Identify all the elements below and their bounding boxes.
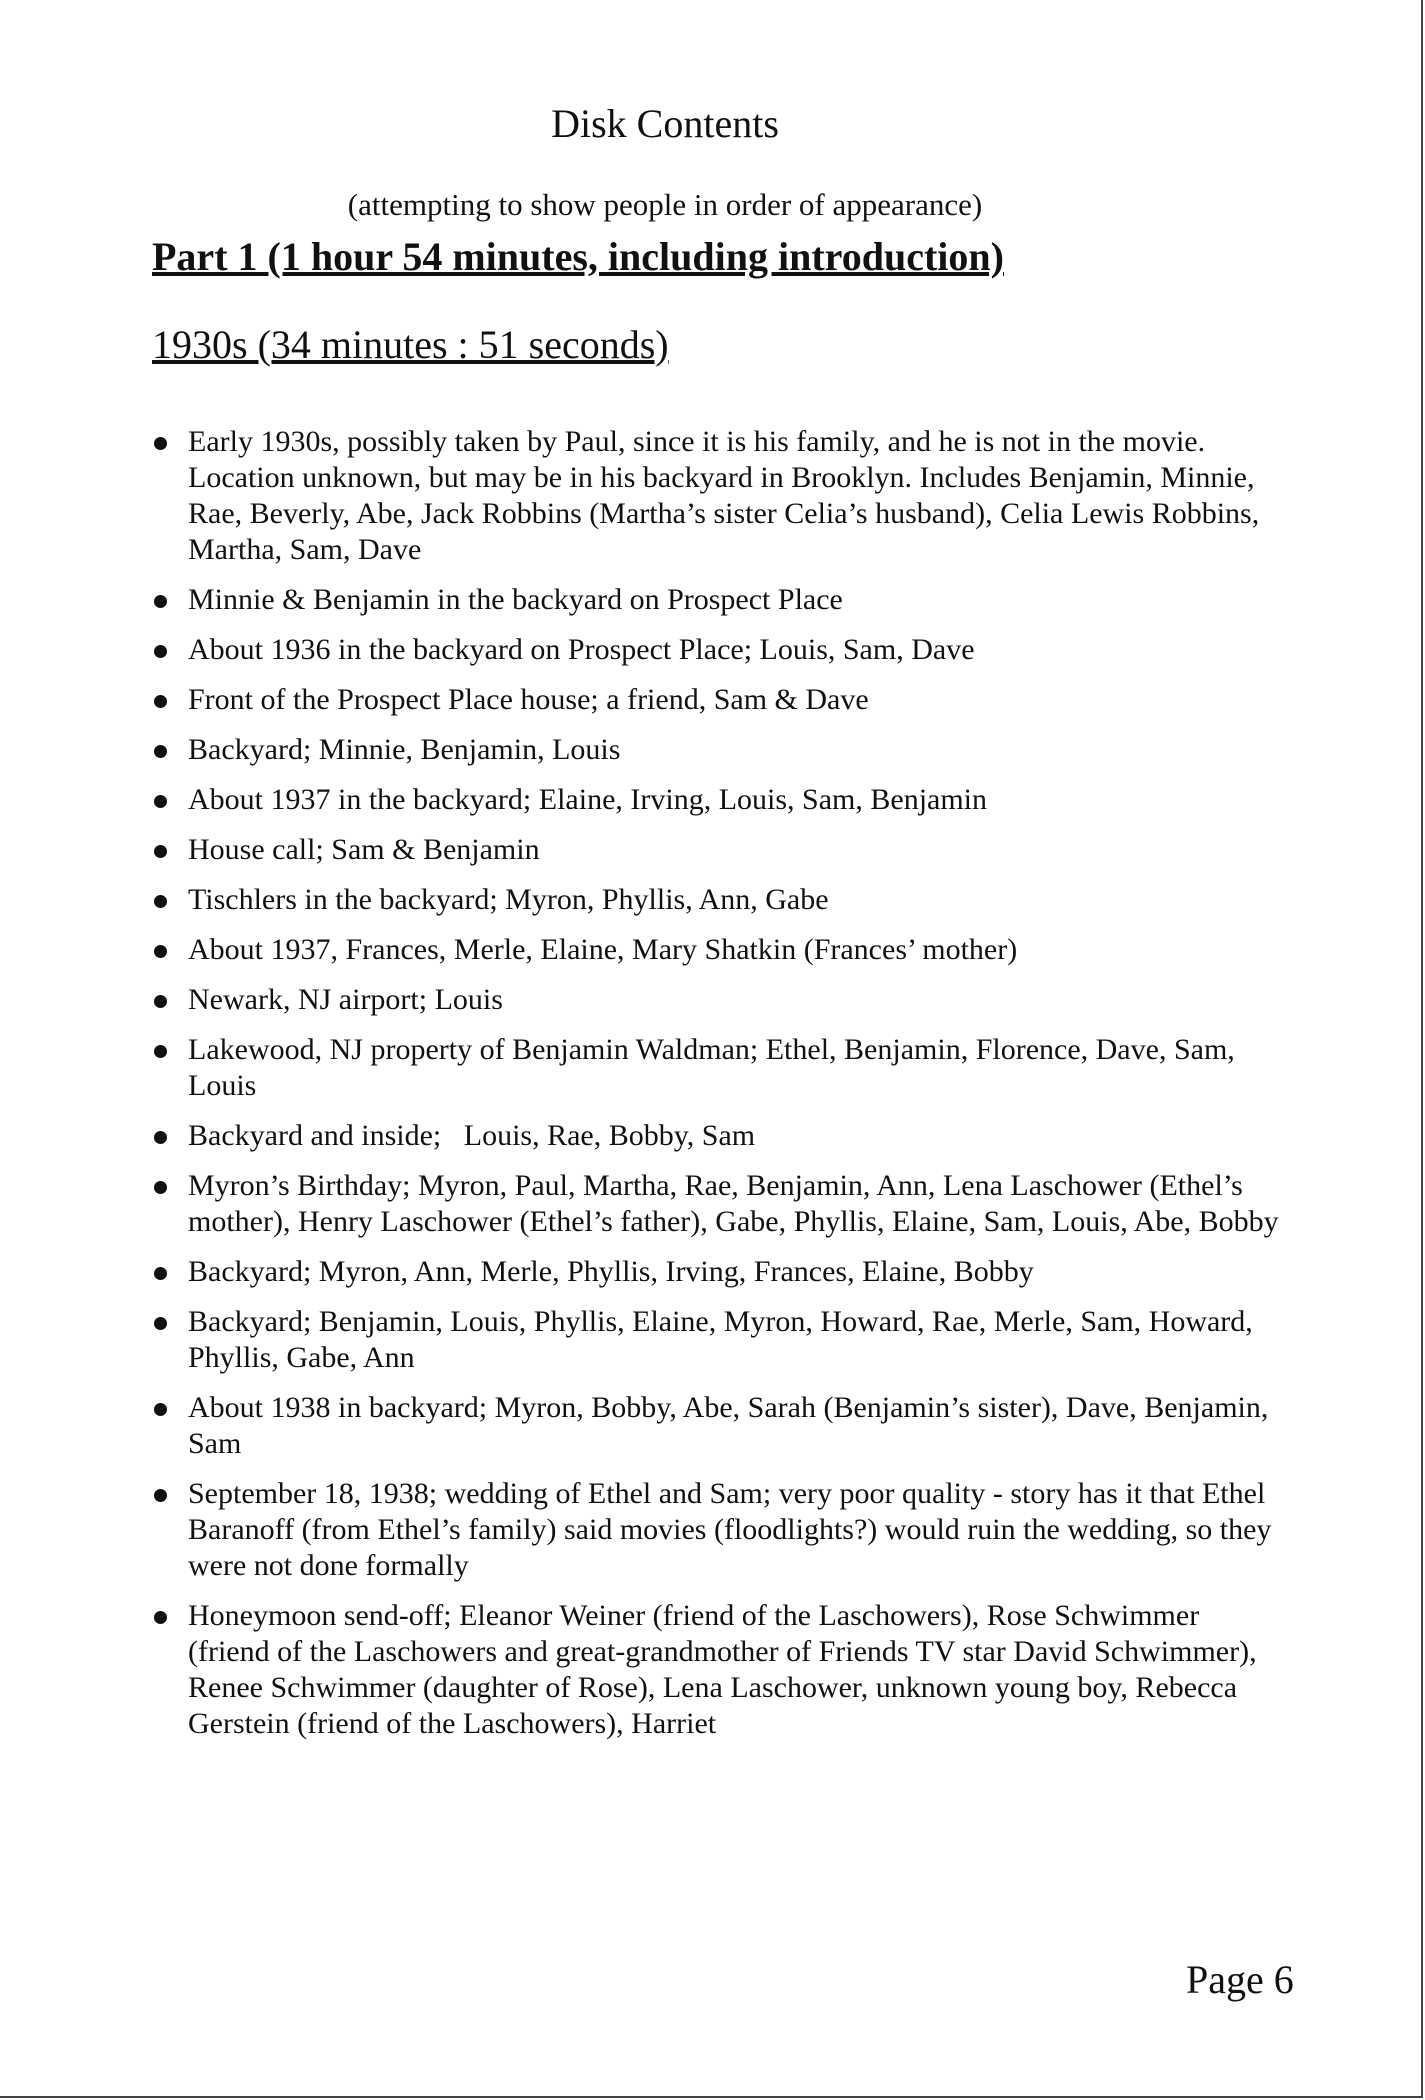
bullet-icon <box>154 1317 167 1330</box>
list-item <box>152 682 1282 718</box>
bullet-icon <box>154 845 167 858</box>
list-item-text: Backyard and inside; Louis, Rae, Bobby, Sam <box>188 1119 756 1152</box>
list-item <box>152 582 1282 618</box>
list-item-text: Honeymoon send-off; Eleanor Weiner (friend of the Laschowers), Rose Schwimmer (friend of the Laschowers and great-grandmother of Friends TV star David Schwimmer), Renee Schwimmer (daughter of Rose), Lena Laschower, unknown young boy, Rebecca Gerstein (friend of the Laschowers), Harriet <box>188 1599 1257 1740</box>
list-item-text: Front of the Prospect Place house; a friend, Sam & Dave <box>188 683 869 716</box>
section-heading: 1930s (34 minutes : 51 seconds) <box>152 322 669 367</box>
list-item <box>152 1598 1282 1742</box>
list-item-text: About 1937 in the backyard; Elaine, Irving, Louis, Sam, Benjamin <box>188 783 988 816</box>
list-item <box>152 424 1282 568</box>
list-item <box>152 982 1282 1018</box>
bullet-icon <box>154 745 167 758</box>
page-number: Page 6 <box>1186 1957 1294 2002</box>
list-item <box>152 1118 1282 1154</box>
list-item <box>152 932 1282 968</box>
bullet-icon <box>154 895 167 908</box>
bullet-icon <box>154 645 167 658</box>
list-item-text: Myron’s Birthday; Myron, Paul, Martha, Rae, Benjamin, Ann, Lena Laschower (Ethel’s mother), Henry Laschower (Ethel’s father), Gabe, Phyllis, Elaine, Sam, Louis, Abe, Bobby <box>188 1169 1279 1238</box>
bullet-icon <box>154 945 167 958</box>
list-item <box>152 832 1282 868</box>
list-item <box>152 782 1282 818</box>
document-title: Disk Contents <box>551 101 779 146</box>
part-heading: Part 1 (1 hour 54 minutes, including introduction) <box>152 234 1004 279</box>
list-item-text: Newark, NJ airport; Louis <box>188 983 503 1016</box>
bullet-icon <box>154 1267 167 1280</box>
bullet-icon <box>154 595 167 608</box>
list-item <box>152 882 1282 918</box>
list-item-text: House call; Sam & Benjamin <box>188 833 540 866</box>
list-item-text: Early 1930s, possibly taken by Paul, since it is his family, and he is not in the movie. Location unknown, but may be in his backyard in Brooklyn. Includes Benjamin, Minnie, Rae, Beverly, Abe, Jack Robbins (Martha’s sister Celia’s husband), Celia Lewis Robbins, Martha, Sam, Dave <box>188 425 1260 566</box>
list-item-text: About 1937, Frances, Merle, Elaine, Mary Shatkin (Frances’ mother) <box>188 933 1018 966</box>
list-item-text: September 18, 1938; wedding of Ethel and Sam; very poor quality - story has it that Ethel Baranoff (from Ethel’s family) said movies (floodlights?) would ruin the wedding, so they were not done formally <box>188 1477 1272 1582</box>
bullet-icon <box>154 437 167 450</box>
list-item-text: Minnie & Benjamin in the backyard on Prospect Place <box>188 583 843 616</box>
bullet-icon <box>154 995 167 1008</box>
list-item-text: About 1938 in backyard; Myron, Bobby, Abe, Sarah (Benjamin’s sister), Dave, Benjamin, Sam <box>188 1391 1269 1460</box>
bullet-icon <box>154 1131 167 1144</box>
list-item <box>152 732 1282 768</box>
list-item <box>152 1168 1282 1240</box>
bullet-icon <box>154 1045 167 1058</box>
list-item <box>152 632 1282 668</box>
bullet-icon <box>154 795 167 808</box>
list-item-text: Lakewood, NJ property of Benjamin Waldman; Ethel, Benjamin, Florence, Dave, Sam, Louis <box>188 1033 1235 1102</box>
bullet-icon <box>154 1489 167 1502</box>
list-item <box>152 1032 1282 1104</box>
list-item-text: Backyard; Myron, Ann, Merle, Phyllis, Irving, Frances, Elaine, Bobby <box>188 1255 1034 1288</box>
document-subtitle: (attempting to show people in order of appearance) <box>347 187 983 222</box>
bullet-icon <box>154 1611 167 1624</box>
list-item <box>152 1304 1282 1376</box>
bullet-icon <box>154 1403 167 1416</box>
bullet-icon <box>154 695 167 708</box>
list-item-text: Tischlers in the backyard; Myron, Phyllis, Ann, Gabe <box>188 883 829 916</box>
list-item <box>152 1390 1282 1462</box>
bullet-icon <box>154 1181 167 1194</box>
list-item-text: Backyard; Benjamin, Louis, Phyllis, Elaine, Myron, Howard, Rae, Merle, Sam, Howard, Phyllis, Gabe, Ann <box>188 1305 1253 1374</box>
list-item-text: About 1936 in the backyard on Prospect Place; Louis, Sam, Dave <box>188 633 975 666</box>
list-item-text: Backyard; Minnie, Benjamin, Louis <box>188 733 621 766</box>
list-item <box>152 1254 1282 1290</box>
list-item <box>152 1476 1282 1584</box>
entry-list <box>152 424 1282 1756</box>
